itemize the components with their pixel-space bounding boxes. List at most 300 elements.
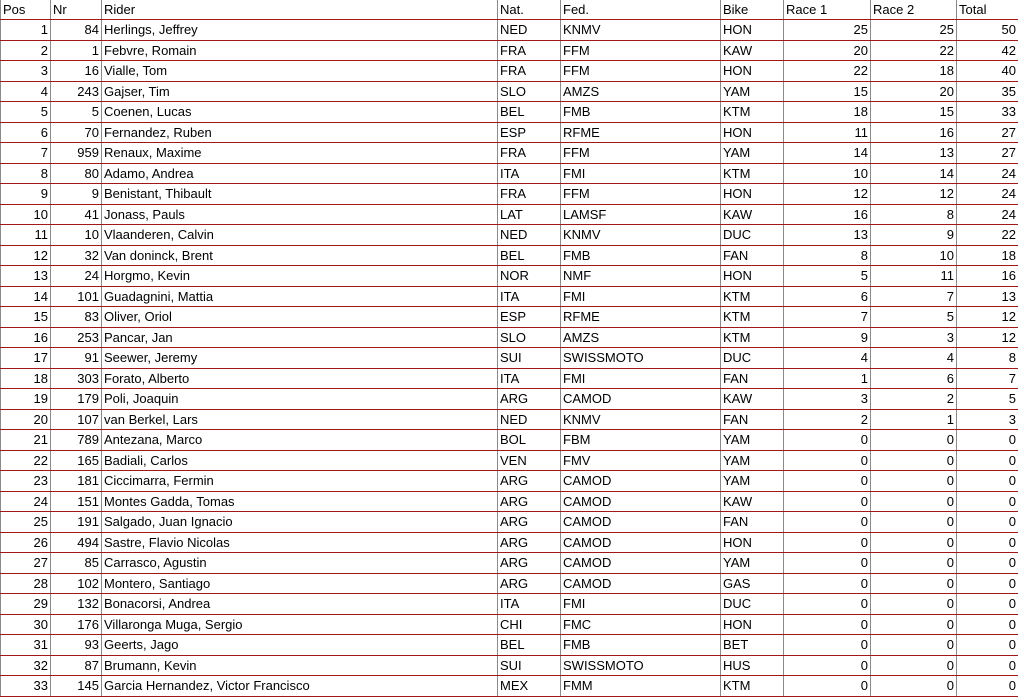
- total-cell: 35: [957, 81, 1018, 102]
- fed-cell: CAMOD: [561, 491, 721, 512]
- rider-cell: Gajser, Tim: [102, 81, 498, 102]
- rider-cell: Van doninck, Brent: [102, 245, 498, 266]
- nat-cell: LAT: [498, 204, 561, 225]
- total-cell: 0: [957, 635, 1018, 656]
- table-row: [1, 512, 1018, 533]
- pos-cell: 7: [1, 143, 51, 164]
- fed-cell: FFM: [561, 143, 721, 164]
- nr-cell: 151: [51, 491, 102, 512]
- fed-cell: FMI: [561, 286, 721, 307]
- race2-cell: 0: [871, 655, 957, 676]
- fed-cell: SWISSMOTO: [561, 348, 721, 369]
- nat-cell: BEL: [498, 102, 561, 123]
- rider-cell: Montes Gadda, Tomas: [102, 491, 498, 512]
- race2-cell: 16: [871, 122, 957, 143]
- race2-cell: 4: [871, 348, 957, 369]
- nr-cell: 32: [51, 245, 102, 266]
- fed-cell: FMB: [561, 245, 721, 266]
- bike-cell: DUC: [721, 348, 784, 369]
- race2-cell: 11: [871, 266, 957, 287]
- header-fed: Fed.: [561, 0, 721, 20]
- pos-cell: 32: [1, 655, 51, 676]
- bike-cell: YAM: [721, 143, 784, 164]
- header-nr: Nr: [51, 0, 102, 20]
- pos-cell: 28: [1, 573, 51, 594]
- rider-cell: Brumann, Kevin: [102, 655, 498, 676]
- nr-cell: 243: [51, 81, 102, 102]
- race2-cell: 3: [871, 327, 957, 348]
- nat-cell: ARG: [498, 553, 561, 574]
- nat-cell: FRA: [498, 61, 561, 82]
- pos-cell: 33: [1, 676, 51, 697]
- pos-cell: 30: [1, 614, 51, 635]
- table-row: [1, 471, 1018, 492]
- total-cell: 42: [957, 40, 1018, 61]
- total-cell: 27: [957, 143, 1018, 164]
- nr-cell: 145: [51, 676, 102, 697]
- rider-cell: Salgado, Juan Ignacio: [102, 512, 498, 533]
- bike-cell: GAS: [721, 573, 784, 594]
- race1-cell: 4: [784, 348, 871, 369]
- race2-cell: 7: [871, 286, 957, 307]
- table-row: [1, 225, 1018, 246]
- pos-cell: 6: [1, 122, 51, 143]
- pos-cell: 25: [1, 512, 51, 533]
- bike-cell: KAW: [721, 204, 784, 225]
- pos-cell: 27: [1, 553, 51, 574]
- total-cell: 0: [957, 471, 1018, 492]
- nr-cell: 101: [51, 286, 102, 307]
- nat-cell: ARG: [498, 471, 561, 492]
- race2-cell: 0: [871, 635, 957, 656]
- pos-cell: 26: [1, 532, 51, 553]
- race2-cell: 6: [871, 368, 957, 389]
- nat-cell: ITA: [498, 286, 561, 307]
- pos-cell: 21: [1, 430, 51, 451]
- pos-cell: 12: [1, 245, 51, 266]
- table-row: [1, 655, 1018, 676]
- rider-cell: Coenen, Lucas: [102, 102, 498, 123]
- header-bike: Bike: [721, 0, 784, 20]
- bike-cell: HON: [721, 20, 784, 41]
- nr-cell: 107: [51, 409, 102, 430]
- rider-cell: Pancar, Jan: [102, 327, 498, 348]
- nat-cell: NED: [498, 20, 561, 41]
- table-row: [1, 204, 1018, 225]
- fed-cell: KNMV: [561, 409, 721, 430]
- pos-cell: 2: [1, 40, 51, 61]
- race1-cell: 16: [784, 204, 871, 225]
- fed-cell: FFM: [561, 40, 721, 61]
- race2-cell: 14: [871, 163, 957, 184]
- total-cell: 13: [957, 286, 1018, 307]
- pos-cell: 3: [1, 61, 51, 82]
- bike-cell: HON: [721, 266, 784, 287]
- bike-cell: YAM: [721, 81, 784, 102]
- nat-cell: FRA: [498, 184, 561, 205]
- race1-cell: 0: [784, 532, 871, 553]
- race2-cell: 0: [871, 512, 957, 533]
- pos-cell: 9: [1, 184, 51, 205]
- nr-cell: 87: [51, 655, 102, 676]
- nr-cell: 1: [51, 40, 102, 61]
- rider-cell: Seewer, Jeremy: [102, 348, 498, 369]
- nat-cell: ARG: [498, 491, 561, 512]
- race1-cell: 2: [784, 409, 871, 430]
- nr-cell: 789: [51, 430, 102, 451]
- fed-cell: CAMOD: [561, 532, 721, 553]
- nat-cell: ESP: [498, 307, 561, 328]
- table-row: [1, 266, 1018, 287]
- total-cell: 24: [957, 184, 1018, 205]
- fed-cell: FFM: [561, 184, 721, 205]
- nr-cell: 10: [51, 225, 102, 246]
- race2-cell: 0: [871, 676, 957, 697]
- race1-cell: 0: [784, 450, 871, 471]
- table-row: [1, 553, 1018, 574]
- race1-cell: 25: [784, 20, 871, 41]
- total-cell: 0: [957, 450, 1018, 471]
- race2-cell: 0: [871, 532, 957, 553]
- rider-cell: Ciccimarra, Fermin: [102, 471, 498, 492]
- total-cell: 16: [957, 266, 1018, 287]
- fed-cell: KNMV: [561, 20, 721, 41]
- fed-cell: FMI: [561, 163, 721, 184]
- race1-cell: 13: [784, 225, 871, 246]
- table-row: [1, 491, 1018, 512]
- fed-cell: FMI: [561, 368, 721, 389]
- bike-cell: FAN: [721, 368, 784, 389]
- nat-cell: SLO: [498, 327, 561, 348]
- race2-cell: 1: [871, 409, 957, 430]
- nr-cell: 959: [51, 143, 102, 164]
- pos-cell: 17: [1, 348, 51, 369]
- table-row: [1, 368, 1018, 389]
- nr-cell: 84: [51, 20, 102, 41]
- fed-cell: CAMOD: [561, 512, 721, 533]
- table-row: [1, 430, 1018, 451]
- fed-cell: FMB: [561, 102, 721, 123]
- race2-cell: 9: [871, 225, 957, 246]
- fed-cell: LAMSF: [561, 204, 721, 225]
- race1-cell: 18: [784, 102, 871, 123]
- pos-cell: 10: [1, 204, 51, 225]
- fed-cell: CAMOD: [561, 553, 721, 574]
- total-cell: 0: [957, 676, 1018, 697]
- table-row: [1, 389, 1018, 410]
- fed-cell: SWISSMOTO: [561, 655, 721, 676]
- nat-cell: ESP: [498, 122, 561, 143]
- nat-cell: SUI: [498, 348, 561, 369]
- rider-cell: Benistant, Thibault: [102, 184, 498, 205]
- nat-cell: ARG: [498, 532, 561, 553]
- bike-cell: BET: [721, 635, 784, 656]
- race2-cell: 25: [871, 20, 957, 41]
- total-cell: 27: [957, 122, 1018, 143]
- pos-cell: 5: [1, 102, 51, 123]
- bike-cell: KAW: [721, 40, 784, 61]
- total-cell: 18: [957, 245, 1018, 266]
- rider-cell: Geerts, Jago: [102, 635, 498, 656]
- nat-cell: ITA: [498, 368, 561, 389]
- table-row: [1, 327, 1018, 348]
- pos-cell: 13: [1, 266, 51, 287]
- nat-cell: NOR: [498, 266, 561, 287]
- rider-cell: Montero, Santiago: [102, 573, 498, 594]
- pos-cell: 11: [1, 225, 51, 246]
- table-row: [1, 450, 1018, 471]
- pos-cell: 4: [1, 81, 51, 102]
- fed-cell: AMZS: [561, 81, 721, 102]
- total-cell: 40: [957, 61, 1018, 82]
- fed-cell: FMM: [561, 676, 721, 697]
- results-body: [1, 20, 1018, 697]
- table-row: [1, 102, 1018, 123]
- nat-cell: FRA: [498, 143, 561, 164]
- race1-cell: 0: [784, 512, 871, 533]
- total-cell: 5: [957, 389, 1018, 410]
- race2-cell: 8: [871, 204, 957, 225]
- race1-cell: 3: [784, 389, 871, 410]
- nr-cell: 191: [51, 512, 102, 533]
- nat-cell: SUI: [498, 655, 561, 676]
- pos-cell: 8: [1, 163, 51, 184]
- nr-cell: 93: [51, 635, 102, 656]
- race2-cell: 0: [871, 430, 957, 451]
- rider-cell: Fernandez, Ruben: [102, 122, 498, 143]
- total-cell: 33: [957, 102, 1018, 123]
- rider-cell: Badiali, Carlos: [102, 450, 498, 471]
- bike-cell: YAM: [721, 553, 784, 574]
- rider-cell: Febvre, Romain: [102, 40, 498, 61]
- race1-cell: 0: [784, 676, 871, 697]
- nr-cell: 181: [51, 471, 102, 492]
- race2-cell: 0: [871, 594, 957, 615]
- table-row: [1, 635, 1018, 656]
- bike-cell: HON: [721, 184, 784, 205]
- nr-cell: 132: [51, 594, 102, 615]
- table-row: [1, 532, 1018, 553]
- race1-cell: 10: [784, 163, 871, 184]
- race1-cell: 22: [784, 61, 871, 82]
- race2-cell: 20: [871, 81, 957, 102]
- race1-cell: 0: [784, 471, 871, 492]
- total-cell: 12: [957, 307, 1018, 328]
- fed-cell: CAMOD: [561, 573, 721, 594]
- nat-cell: ARG: [498, 512, 561, 533]
- nat-cell: ITA: [498, 163, 561, 184]
- table-row: [1, 286, 1018, 307]
- fed-cell: CAMOD: [561, 471, 721, 492]
- header-row: [1, 0, 1018, 20]
- table-row: [1, 594, 1018, 615]
- rider-cell: Forato, Alberto: [102, 368, 498, 389]
- total-cell: 8: [957, 348, 1018, 369]
- bike-cell: KTM: [721, 163, 784, 184]
- pos-cell: 1: [1, 20, 51, 41]
- nat-cell: NED: [498, 225, 561, 246]
- nat-cell: BEL: [498, 245, 561, 266]
- total-cell: 24: [957, 204, 1018, 225]
- header-race1: Race 1: [784, 0, 871, 20]
- pos-cell: 19: [1, 389, 51, 410]
- nat-cell: ITA: [498, 594, 561, 615]
- bike-cell: YAM: [721, 471, 784, 492]
- bike-cell: FAN: [721, 512, 784, 533]
- rider-cell: Vlaanderen, Calvin: [102, 225, 498, 246]
- total-cell: 0: [957, 655, 1018, 676]
- table-row: [1, 676, 1018, 697]
- rider-cell: Horgmo, Kevin: [102, 266, 498, 287]
- fed-cell: KNMV: [561, 225, 721, 246]
- nat-cell: FRA: [498, 40, 561, 61]
- rider-cell: Poli, Joaquin: [102, 389, 498, 410]
- nr-cell: 165: [51, 450, 102, 471]
- pos-cell: 15: [1, 307, 51, 328]
- rider-cell: Herlings, Jeffrey: [102, 20, 498, 41]
- nat-cell: BOL: [498, 430, 561, 451]
- race1-cell: 9: [784, 327, 871, 348]
- bike-cell: KAW: [721, 389, 784, 410]
- nr-cell: 494: [51, 532, 102, 553]
- nat-cell: NED: [498, 409, 561, 430]
- bike-cell: KTM: [721, 327, 784, 348]
- table-row: [1, 348, 1018, 369]
- nr-cell: 303: [51, 368, 102, 389]
- nat-cell: CHI: [498, 614, 561, 635]
- bike-cell: HON: [721, 532, 784, 553]
- rider-cell: Jonass, Pauls: [102, 204, 498, 225]
- header-total: Total: [957, 0, 1018, 20]
- pos-cell: 23: [1, 471, 51, 492]
- race1-cell: 11: [784, 122, 871, 143]
- table-row: [1, 122, 1018, 143]
- nat-cell: SLO: [498, 81, 561, 102]
- rider-cell: Adamo, Andrea: [102, 163, 498, 184]
- table-row: [1, 573, 1018, 594]
- bike-cell: KTM: [721, 102, 784, 123]
- nr-cell: 91: [51, 348, 102, 369]
- race2-cell: 5: [871, 307, 957, 328]
- race2-cell: 12: [871, 184, 957, 205]
- race1-cell: 0: [784, 594, 871, 615]
- rider-cell: Renaux, Maxime: [102, 143, 498, 164]
- rider-cell: Guadagnini, Mattia: [102, 286, 498, 307]
- race1-cell: 20: [784, 40, 871, 61]
- bike-cell: DUC: [721, 594, 784, 615]
- nr-cell: 179: [51, 389, 102, 410]
- total-cell: 0: [957, 491, 1018, 512]
- nr-cell: 16: [51, 61, 102, 82]
- pos-cell: 29: [1, 594, 51, 615]
- rider-cell: Vialle, Tom: [102, 61, 498, 82]
- total-cell: 0: [957, 553, 1018, 574]
- table-row: [1, 307, 1018, 328]
- total-cell: 0: [957, 532, 1018, 553]
- race2-cell: 0: [871, 614, 957, 635]
- race2-cell: 18: [871, 61, 957, 82]
- fed-cell: FBM: [561, 430, 721, 451]
- header-race2: Race 2: [871, 0, 957, 20]
- header-nat: Nat.: [498, 0, 561, 20]
- nr-cell: 176: [51, 614, 102, 635]
- rider-cell: Bonacorsi, Andrea: [102, 594, 498, 615]
- race2-cell: 0: [871, 471, 957, 492]
- race1-cell: 0: [784, 430, 871, 451]
- race2-cell: 0: [871, 450, 957, 471]
- nr-cell: 253: [51, 327, 102, 348]
- race1-cell: 14: [784, 143, 871, 164]
- rider-cell: Oliver, Oriol: [102, 307, 498, 328]
- total-cell: 12: [957, 327, 1018, 348]
- nat-cell: ARG: [498, 389, 561, 410]
- nr-cell: 80: [51, 163, 102, 184]
- race1-cell: 0: [784, 573, 871, 594]
- nr-cell: 24: [51, 266, 102, 287]
- fed-cell: CAMOD: [561, 389, 721, 410]
- fed-cell: NMF: [561, 266, 721, 287]
- race1-cell: 5: [784, 266, 871, 287]
- race2-cell: 15: [871, 102, 957, 123]
- pos-cell: 16: [1, 327, 51, 348]
- rider-cell: Sastre, Flavio Nicolas: [102, 532, 498, 553]
- table-row: [1, 40, 1018, 61]
- pos-cell: 24: [1, 491, 51, 512]
- pos-cell: 22: [1, 450, 51, 471]
- fed-cell: RFME: [561, 122, 721, 143]
- nr-cell: 85: [51, 553, 102, 574]
- nr-cell: 102: [51, 573, 102, 594]
- race2-cell: 0: [871, 573, 957, 594]
- fed-cell: FMB: [561, 635, 721, 656]
- pos-cell: 31: [1, 635, 51, 656]
- nr-cell: 41: [51, 204, 102, 225]
- nat-cell: VEN: [498, 450, 561, 471]
- fed-cell: FFM: [561, 61, 721, 82]
- rider-cell: van Berkel, Lars: [102, 409, 498, 430]
- table-row: [1, 163, 1018, 184]
- rider-cell: Villaronga Muga, Sergio: [102, 614, 498, 635]
- fed-cell: AMZS: [561, 327, 721, 348]
- nr-cell: 5: [51, 102, 102, 123]
- total-cell: 24: [957, 163, 1018, 184]
- bike-cell: FAN: [721, 409, 784, 430]
- race1-cell: 15: [784, 81, 871, 102]
- total-cell: 3: [957, 409, 1018, 430]
- pos-cell: 14: [1, 286, 51, 307]
- fed-cell: FMI: [561, 594, 721, 615]
- nr-cell: 83: [51, 307, 102, 328]
- race1-cell: 0: [784, 614, 871, 635]
- header-pos: Pos: [1, 0, 51, 20]
- race2-cell: 2: [871, 389, 957, 410]
- table-row: [1, 61, 1018, 82]
- bike-cell: KTM: [721, 286, 784, 307]
- race1-cell: 0: [784, 635, 871, 656]
- rider-cell: Carrasco, Agustin: [102, 553, 498, 574]
- bike-cell: KAW: [721, 491, 784, 512]
- nr-cell: 70: [51, 122, 102, 143]
- fed-cell: FMC: [561, 614, 721, 635]
- nat-cell: MEX: [498, 676, 561, 697]
- pos-cell: 18: [1, 368, 51, 389]
- fed-cell: FMV: [561, 450, 721, 471]
- race1-cell: 0: [784, 553, 871, 574]
- table-row: [1, 81, 1018, 102]
- table-row: [1, 143, 1018, 164]
- total-cell: 7: [957, 368, 1018, 389]
- bike-cell: KTM: [721, 676, 784, 697]
